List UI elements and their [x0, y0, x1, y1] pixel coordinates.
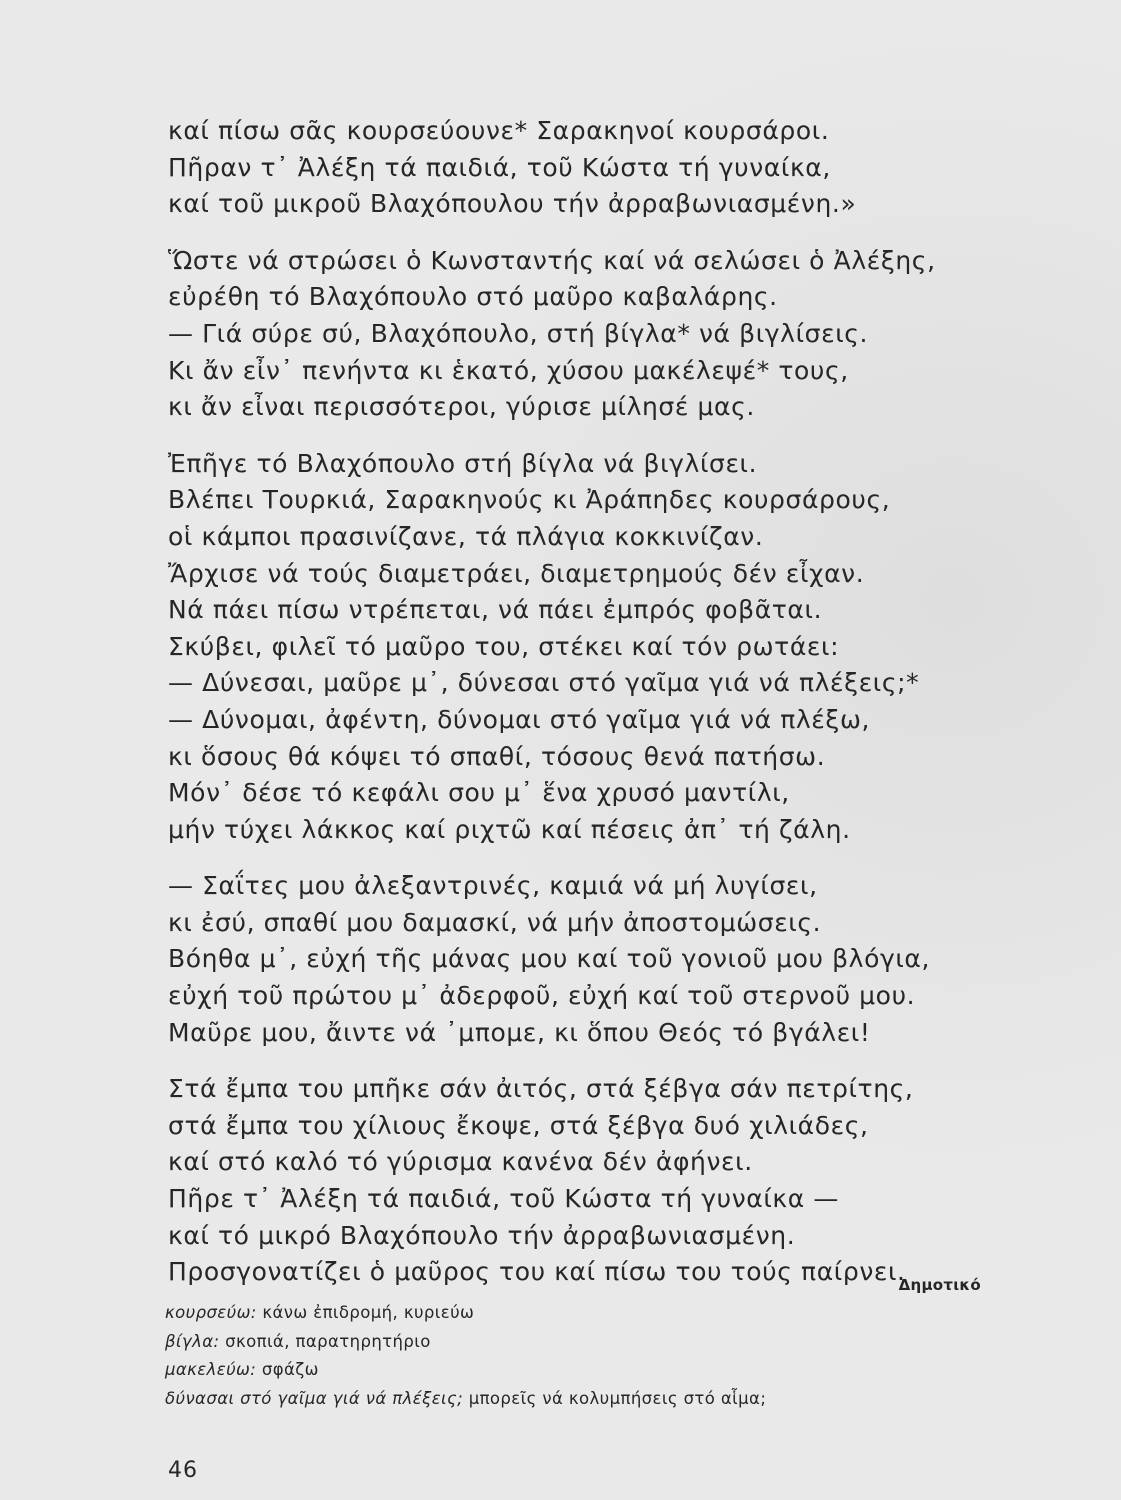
poem-line: — Σαΐτες μου ἀλεξαντρινές, καμιά νά μή λυγίσει,	[168, 871, 818, 901]
glossary-term: βίγλα:	[165, 1331, 220, 1351]
poem-line: καί στό καλό τό γύρισμα κανένα δέν ἀφήνει.	[168, 1147, 753, 1177]
glossary-note	[165, 1356, 965, 1385]
poem-line: Ὥστε νά στρώσει ὁ Κωνσταντής καί νά σελώσει ὁ Ἀλέξης,	[168, 245, 936, 275]
poem-line: Προσγονατίζει ὁ μαῦρος του καί πίσω του τούς παίρνει.	[168, 1257, 906, 1287]
poem-body	[168, 113, 1008, 1311]
poem-line: κι ὅσους θά κόψει τό σπαθί, τόσους θενά πατήσω.	[168, 741, 826, 771]
glossary-term: κουρσεύω:	[165, 1303, 257, 1322]
poem-line: κι ἄν εἶναι περισσότεροι, γύρισε μίλησέ μας.	[168, 392, 755, 422]
glossary-note	[165, 1385, 965, 1414]
stanza-4	[168, 868, 1008, 1051]
poem-line: Βόηθα μ᾿, εὐχή τῆς μάνας μου καί τοῦ γονιοῦ μου βλόγια,	[168, 944, 931, 974]
glossary-definition: σφάζω	[256, 1360, 319, 1380]
glossary-definition: κάνω ἐπιδρομή, κυριεύω	[256, 1303, 475, 1322]
poem-line: — Δύνομαι, ἀφέντη, δύνομαι στό γαῖμα γιά νά πλέξω,	[168, 704, 871, 734]
poem-line: καί τοῦ μικροῦ Βλαχόπουλου τήν ἀρραβωνιασμένη.»	[168, 189, 857, 219]
poem-line: στά ἔμπα του χίλιους ἔκοψε, στά ξέβγα δυό χιλιάδες,	[168, 1110, 869, 1140]
poem-line: Ἄρχισε νά τούς διαμετράει, διαμετρημούς δέν εἶχαν.	[168, 558, 865, 588]
poem-line: καί πίσω σᾶς κουρσεύουνε* Σαρακηνοί κουρσάροι.	[168, 116, 830, 145]
glossary-definition: μπορεῖς νά κολυμπήσεις στό αἷμα;	[463, 1388, 767, 1408]
poem-line: Σκύβει, φιλεῖ τό μαῦρο του, στέκει καί τόν ρωτάει:	[168, 631, 840, 661]
glossary-definition: σκοπιά, παρατηρητήριο	[219, 1331, 431, 1351]
poem-line: Μαῦρε μου, ἄιντε νά ᾿μπομε, κι ὅπου Θεός τό βγάλει!	[168, 1017, 871, 1047]
poem-line: Πῆρε τ᾿ Ἀλέξη τά παιδιά, τοῦ Κώστα τή γυναίκα —	[168, 1184, 839, 1214]
glossary-notes	[165, 1299, 965, 1413]
poem-attribution: Δημοτικό	[898, 1276, 981, 1294]
stanza-5	[168, 1071, 1008, 1291]
poem-line: Μόν᾿ δέσε τό κεφάλι σου μ᾿ ἕνα χρυσό μαντίλι,	[168, 778, 790, 808]
glossary-note	[165, 1328, 965, 1357]
poem-line: Πῆραν τ᾿ Ἀλέξη τά παιδιά, τοῦ Κώστα τή γυναίκα,	[168, 152, 831, 182]
poem-line: Κι ἄν εἶν᾿ πενήντα κι ἑκατό, χύσου μακέλεψέ* τους,	[168, 355, 849, 385]
poem-line: μήν τύχει λάκκος καί ριχτῶ καί πέσεις ἀπ᾿ τή ζάλη.	[168, 814, 851, 844]
glossary-note	[165, 1299, 965, 1328]
poem-line: εὐχή τοῦ πρώτου μ᾿ ἀδερφοῦ, εὐχή καί τοῦ στερνοῦ μου.	[168, 981, 916, 1011]
poem-line: καί τό μικρό Βλαχόπουλο τήν ἀρραβωνιασμένη.	[168, 1220, 796, 1250]
stanza-1	[168, 113, 1008, 223]
poem-line: Βλέπει Τουρκιά, Σαρακηνούς κι Ἀράπηδες κουρσάρους,	[168, 485, 891, 515]
poem-line: εὐρέθη τό Βλαχόπουλο στό μαῦρο καβαλάρης.	[168, 282, 778, 312]
poem-line: Ἐπῆγε τό Βλαχόπουλο στή βίγλα νά βιγλίσει.	[168, 448, 758, 478]
poem-line: — Δύνεσαι, μαῦρε μ᾿, δύνεσαι στό γαῖμα γιά νά πλέξεις;*	[168, 668, 920, 698]
stanza-2	[168, 243, 1008, 426]
stanza-3	[168, 446, 1008, 849]
poem-line: Στά ἔμπα του μπῆκε σάν ἀιτός, στά ξέβγα σάν πετρίτης,	[168, 1074, 914, 1104]
page-number: 46	[168, 1458, 198, 1483]
poem-line: κι ἐσύ, σπαθί μου δαμασκί, νά μήν ἀποστομώσεις.	[168, 907, 822, 937]
poem-line: οἱ κάμποι πρασινίζανε, τά πλάγια κοκκινίζαν.	[168, 521, 764, 551]
glossary-term: μακελεύω:	[165, 1360, 257, 1380]
glossary-term: δύνασαι στό γαῖμα γιά νά πλέξεις;	[165, 1388, 464, 1408]
poem-line: — Γιά σύρε σύ, Βλαχόπουλο, στή βίγλα* νά βιγλίσεις.	[168, 318, 869, 348]
poem-line: Νά πάει πίσω ντρέπεται, νά πάει ἐμπρός φοβᾶται.	[168, 595, 823, 625]
